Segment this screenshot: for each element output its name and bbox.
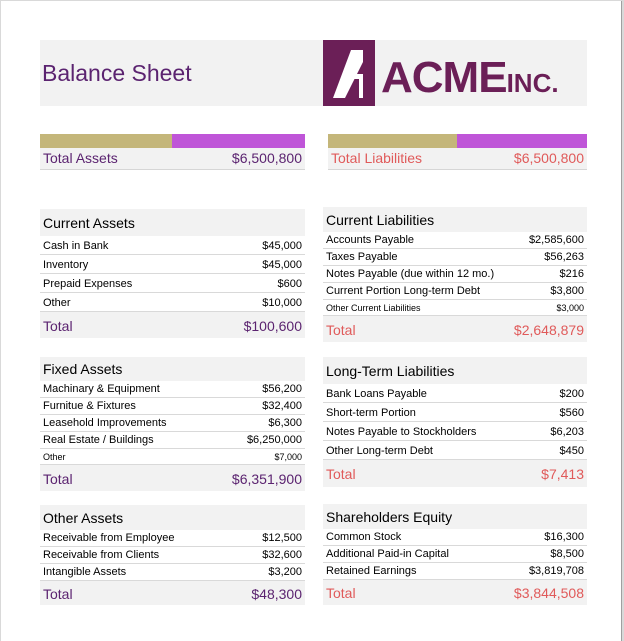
section-total-row: [40, 581, 305, 605]
row-value: $450: [559, 445, 584, 457]
row-value: $32,400: [262, 400, 302, 412]
table-row: [323, 546, 587, 563]
total-label: Total: [326, 466, 356, 482]
table-row: [323, 384, 587, 403]
section-total-row: [323, 460, 587, 487]
row-label: Machinary & Equipment: [43, 383, 160, 395]
row-label: Accounts Payable: [326, 234, 415, 246]
row-label: Notes Payable (due within 12 mo.): [326, 268, 495, 280]
table-row: [40, 381, 305, 398]
total-label: Total: [43, 318, 73, 334]
row-value: $200: [559, 388, 584, 400]
section-title: Current Assets: [40, 209, 305, 236]
liabilities-bar-magenta: [457, 134, 587, 149]
row-label: Notes Payable to Stockholders: [326, 426, 477, 438]
table-row: [323, 283, 587, 300]
total-label: Total: [326, 322, 356, 338]
table-row: [323, 403, 587, 422]
total-label: Total: [43, 471, 73, 487]
row-value: $3,000: [556, 303, 584, 313]
section-title: Current Liabilities: [323, 207, 587, 232]
other-assets-section: [40, 505, 305, 605]
table-row: [40, 236, 305, 255]
total-value: $3,844,508: [513, 585, 584, 601]
row-value: $56,200: [262, 383, 302, 395]
row-value: $560: [559, 407, 584, 419]
total-assets-box: [40, 148, 305, 170]
row-label: Other: [43, 297, 71, 309]
total-label: Total: [43, 586, 73, 602]
table-row: [323, 563, 587, 580]
table-row: [323, 422, 587, 441]
page-title: Balance Sheet: [42, 60, 192, 86]
row-value: $216: [559, 268, 584, 280]
row-value: $3,819,708: [528, 565, 584, 577]
total-liabilities-label: Total Liabilities: [331, 150, 423, 166]
row-value: $3,200: [268, 566, 302, 578]
section-title: Long-Term Liabilities: [323, 357, 587, 384]
total-value: $100,600: [243, 318, 302, 334]
total-assets-value: $6,500,800: [231, 150, 302, 166]
table-row: [323, 266, 587, 283]
row-label: Prepaid Expenses: [43, 278, 133, 290]
row-label: Furnitue & Fixtures: [43, 400, 136, 412]
table-row: [323, 529, 587, 546]
table-row: [40, 449, 305, 465]
row-value: $7,000: [274, 452, 302, 462]
row-label: Other Current Liabilities: [326, 303, 421, 313]
section-title: Fixed Assets: [40, 357, 305, 381]
row-label: Bank Loans Payable: [326, 388, 427, 400]
assets-bar-olive: [40, 134, 172, 149]
table-row: [323, 232, 587, 249]
shareholders-equity-section: [323, 504, 587, 605]
current-assets-section: [40, 209, 305, 338]
row-value: $3,800: [550, 285, 584, 297]
row-label: Current Portion Long-term Debt: [326, 285, 481, 297]
row-label: Common Stock: [326, 531, 402, 543]
row-label: Other Long-term Debt: [326, 445, 433, 457]
row-value: $6,300: [268, 417, 302, 429]
table-row: [323, 300, 587, 316]
current-liabilities-section: [323, 207, 587, 342]
total-value: $6,351,900: [231, 471, 302, 487]
section-total-row: [323, 316, 587, 342]
table-row: [40, 274, 305, 293]
row-value: $56,263: [544, 251, 584, 263]
table-row: [40, 398, 305, 415]
acme-logo-mark: [323, 40, 375, 106]
total-liabilities-box: [328, 148, 587, 170]
section-total-row: [40, 312, 305, 338]
row-value: $45,000: [262, 240, 302, 252]
table-row: [40, 547, 305, 564]
row-value: $32,600: [262, 549, 302, 561]
liabilities-bar-olive: [328, 134, 457, 149]
section-title: Shareholders Equity: [323, 504, 587, 529]
row-value: $12,500: [262, 532, 302, 544]
row-value: $600: [277, 278, 302, 290]
row-label: Real Estate / Buildings: [43, 434, 154, 446]
row-value: $45,000: [262, 259, 302, 271]
row-label: Other: [43, 452, 66, 462]
table-row: [323, 249, 587, 266]
table-row: [40, 293, 305, 312]
row-label: Cash in Bank: [43, 240, 109, 252]
total-liabilities-value: $6,500,800: [513, 150, 584, 166]
total-assets-label: Total Assets: [43, 150, 118, 166]
row-label: Inventory: [43, 259, 89, 271]
row-label: Receivable from Clients: [43, 549, 160, 561]
table-row: [40, 530, 305, 547]
row-label: Intangible Assets: [43, 566, 127, 578]
row-label: Taxes Payable: [326, 251, 398, 263]
row-value: $16,300: [544, 531, 584, 543]
table-row: [40, 564, 305, 581]
row-label: Retained Earnings: [326, 565, 417, 577]
section-total-row: [323, 580, 587, 605]
total-value: $48,300: [251, 586, 302, 602]
total-value: $7,413: [541, 466, 584, 482]
row-value: $6,250,000: [246, 434, 302, 446]
row-value: $6,203: [550, 426, 584, 438]
table-row: [40, 255, 305, 274]
section-total-row: [40, 465, 305, 491]
table-row: [40, 432, 305, 449]
row-label: Leasehold Improvements: [43, 417, 167, 429]
total-value: $2,648,879: [513, 322, 584, 338]
logo-name: ACME: [381, 53, 507, 102]
logo-suffix: INC.: [506, 68, 559, 98]
document-page: [1, 1, 622, 641]
section-title: Other Assets: [40, 505, 305, 530]
total-label: Total: [326, 585, 356, 601]
table-row: [323, 441, 587, 460]
row-value: $10,000: [262, 297, 302, 309]
row-value: $8,500: [550, 548, 584, 560]
assets-bar-magenta: [172, 134, 305, 149]
row-label: Receivable from Employee: [43, 532, 175, 544]
row-value: $2,585,600: [528, 234, 584, 246]
long-term-liabilities-section: [323, 357, 587, 487]
table-row: [40, 415, 305, 432]
row-label: Short-term Portion: [326, 407, 416, 419]
acme-logo-text: [381, 53, 559, 103]
row-label: Additional Paid-in Capital: [326, 548, 449, 560]
fixed-assets-section: [40, 357, 305, 491]
